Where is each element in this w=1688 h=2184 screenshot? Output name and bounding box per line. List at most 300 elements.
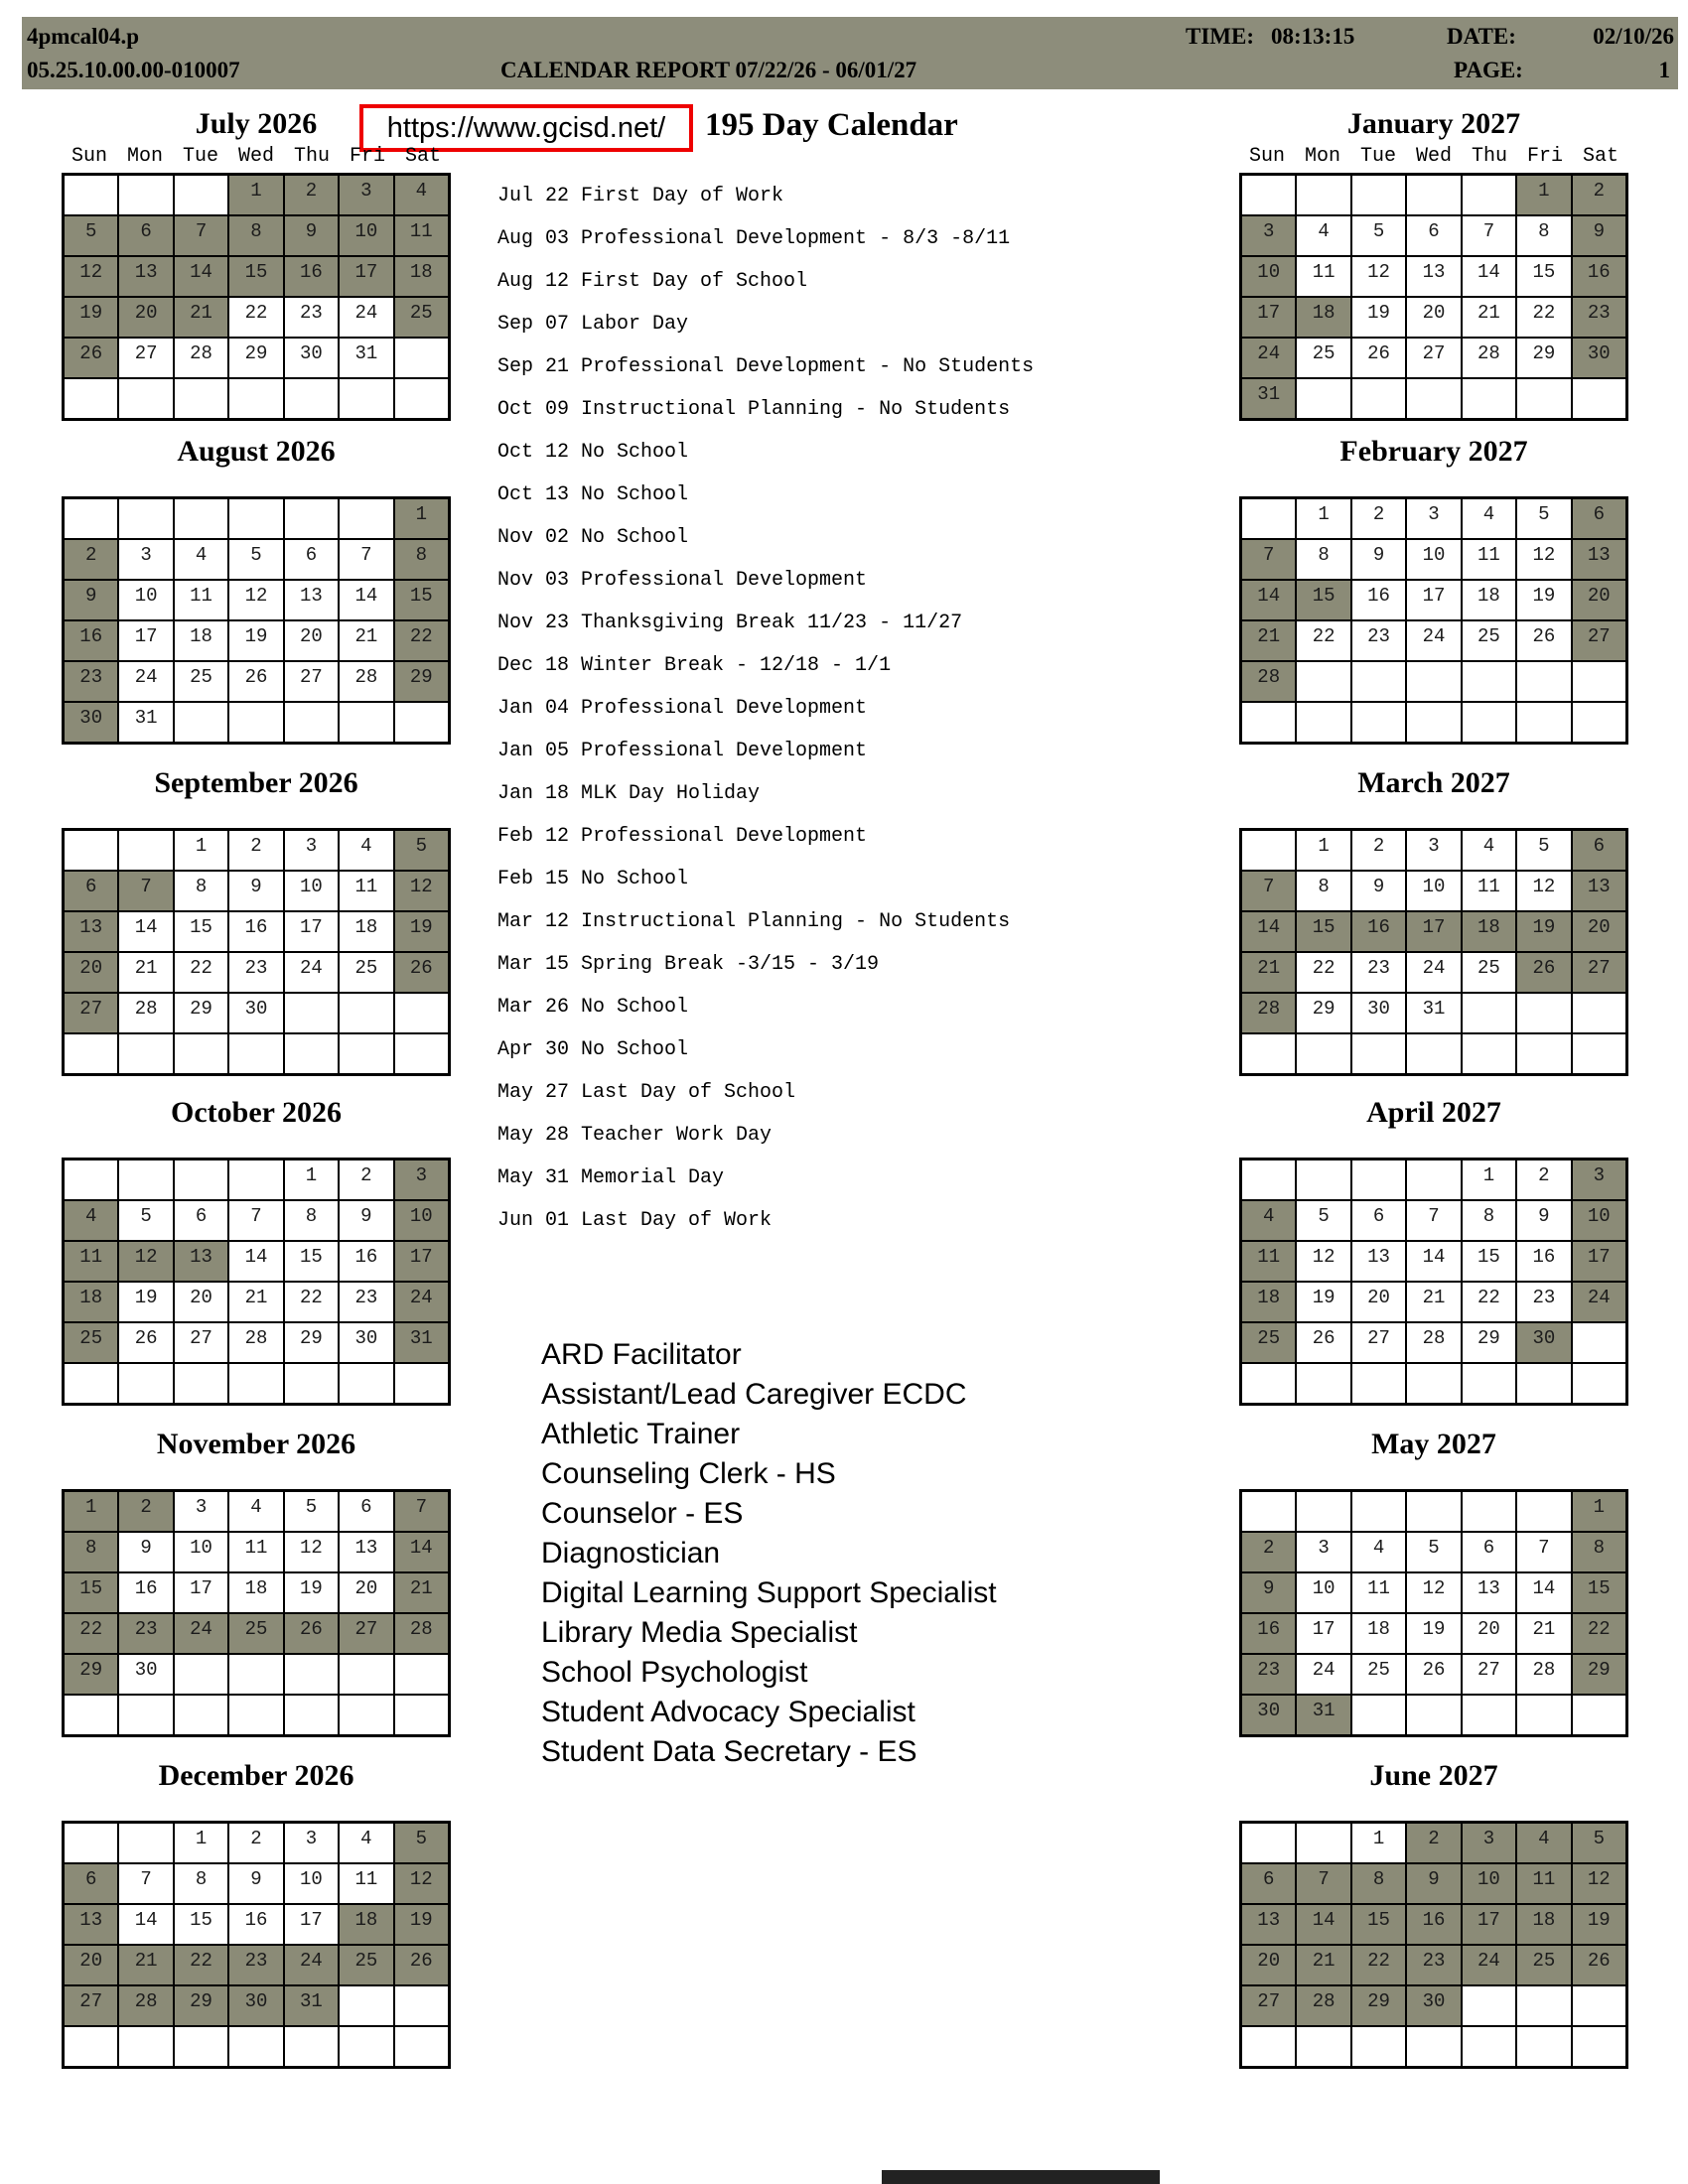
- empty-cell: [339, 1654, 393, 1695]
- empty-cell: [394, 1033, 449, 1074]
- day-cell: 11: [1462, 871, 1516, 911]
- day-cell: 11: [394, 215, 449, 256]
- day-cell: 24: [1462, 1945, 1516, 1985]
- weekday-label: Thu: [293, 145, 330, 168]
- day-cell: 22: [174, 952, 228, 993]
- day-cell: 7: [1516, 1532, 1571, 1572]
- day-cell: 30: [1406, 1985, 1461, 2026]
- month-grid: [1239, 1821, 1628, 2069]
- day-cell: 1: [1462, 1160, 1516, 1200]
- empty-cell: [339, 498, 393, 539]
- day-cell: 26: [1296, 1322, 1350, 1363]
- day-cell: 16: [339, 1241, 393, 1282]
- event-list: [497, 185, 1034, 1252]
- day-cell: 17: [118, 620, 173, 661]
- day-cell: 22: [228, 297, 283, 338]
- day-cell: 4: [1241, 1200, 1296, 1241]
- day-cell: 11: [228, 1532, 283, 1572]
- day-cell: 5: [284, 1491, 339, 1532]
- empty-cell: [339, 378, 393, 419]
- event-line: Apr 30 No School: [497, 1038, 689, 1061]
- empty-cell: [228, 1160, 283, 1200]
- day-cell: 19: [1406, 1613, 1461, 1654]
- day-cell: 24: [1406, 620, 1461, 661]
- day-cell: 16: [118, 1572, 173, 1613]
- day-cell: 16: [1351, 911, 1406, 952]
- empty-cell: [1241, 1033, 1296, 1074]
- empty-cell: [1572, 1033, 1626, 1074]
- empty-cell: [1572, 661, 1626, 702]
- empty-cell: [174, 175, 228, 215]
- weekday-label: Thu: [1471, 145, 1507, 168]
- empty-cell: [1351, 175, 1406, 215]
- day-cell: 30: [64, 702, 118, 743]
- weekday-label: Mon: [1304, 145, 1340, 168]
- empty-cell: [1462, 661, 1516, 702]
- event-line: Nov 23 Thanksgiving Break 11/23 - 11/27: [497, 612, 963, 634]
- job-title: Library Media Specialist: [541, 1616, 858, 1649]
- day-cell: 2: [228, 1823, 283, 1863]
- day-cell: 30: [228, 1985, 283, 2026]
- day-cell: 28: [1241, 993, 1296, 1033]
- day-cell: 5: [64, 215, 118, 256]
- empty-cell: [1351, 2026, 1406, 2067]
- day-cell: 3: [118, 539, 173, 580]
- day-cell: 25: [228, 1613, 283, 1654]
- day-cell: 16: [64, 620, 118, 661]
- weekday-header-row: [62, 145, 451, 173]
- day-cell: 17: [394, 1241, 449, 1282]
- day-cell: 30: [284, 338, 339, 378]
- day-cell: 13: [174, 1241, 228, 1282]
- month-grid: [62, 1489, 451, 1737]
- day-cell: 17: [284, 911, 339, 952]
- day-cell: 7: [1296, 1863, 1350, 1904]
- day-cell: 25: [64, 1322, 118, 1363]
- day-cell: 9: [1351, 539, 1406, 580]
- day-cell: 28: [1296, 1985, 1350, 2026]
- job-title: Digital Learning Support Specialist: [541, 1576, 997, 1609]
- day-cell: 5: [1516, 830, 1571, 871]
- day-cell: 23: [1241, 1654, 1296, 1695]
- day-cell: 14: [1241, 580, 1296, 620]
- empty-cell: [1462, 1491, 1516, 1532]
- day-cell: 1: [228, 175, 283, 215]
- day-cell: 24: [339, 297, 393, 338]
- day-cell: 6: [64, 871, 118, 911]
- day-cell: 26: [1406, 1654, 1461, 1695]
- day-cell: 23: [1406, 1945, 1461, 1985]
- day-cell: 13: [1572, 539, 1626, 580]
- empty-cell: [394, 1695, 449, 1735]
- empty-cell: [118, 498, 173, 539]
- day-cell: 6: [284, 539, 339, 580]
- day-cell: 18: [339, 911, 393, 952]
- day-cell: 27: [64, 993, 118, 1033]
- day-cell: 13: [64, 1904, 118, 1945]
- day-cell: 14: [228, 1241, 283, 1282]
- day-cell: 16: [1241, 1613, 1296, 1654]
- day-cell: 3: [174, 1491, 228, 1532]
- day-cell: 10: [1572, 1200, 1626, 1241]
- day-cell: 21: [1462, 297, 1516, 338]
- day-cell: 8: [1462, 1200, 1516, 1241]
- empty-cell: [118, 1695, 173, 1735]
- day-cell: 15: [394, 580, 449, 620]
- weekday-label: Tue: [182, 145, 218, 168]
- day-cell: 15: [174, 911, 228, 952]
- day-cell: 25: [1351, 1654, 1406, 1695]
- day-cell: 11: [1296, 256, 1350, 297]
- empty-cell: [284, 1363, 339, 1404]
- event-line: Jul 22 First Day of Work: [497, 185, 784, 207]
- month-title: December 2026: [158, 1759, 354, 1792]
- empty-cell: [1351, 661, 1406, 702]
- day-cell: 8: [394, 539, 449, 580]
- day-cell: 12: [228, 580, 283, 620]
- empty-cell: [64, 2026, 118, 2067]
- month-title: September 2026: [154, 766, 358, 799]
- day-cell: 5: [228, 539, 283, 580]
- day-cell: 28: [339, 661, 393, 702]
- day-cell: 21: [1406, 1282, 1461, 1322]
- day-cell: 4: [1351, 1532, 1406, 1572]
- day-cell: 10: [284, 871, 339, 911]
- empty-cell: [1462, 1033, 1516, 1074]
- date-value: 02/10/26: [1593, 24, 1674, 49]
- day-cell: 1: [284, 1160, 339, 1200]
- day-cell: 18: [1462, 580, 1516, 620]
- empty-cell: [64, 1033, 118, 1074]
- day-cell: 4: [394, 175, 449, 215]
- day-cell: 5: [1296, 1200, 1350, 1241]
- event-line: Jun 01 Last Day of Work: [497, 1209, 773, 1232]
- month-grid: [62, 828, 451, 1076]
- day-cell: 31: [284, 1985, 339, 2026]
- empty-cell: [1572, 1695, 1626, 1735]
- day-cell: 29: [174, 993, 228, 1033]
- day-cell: 9: [1572, 215, 1626, 256]
- day-cell: 6: [64, 1863, 118, 1904]
- empty-cell: [1462, 1985, 1516, 2026]
- weekday-label: Mon: [126, 145, 163, 168]
- day-cell: 8: [174, 871, 228, 911]
- empty-cell: [1462, 993, 1516, 1033]
- day-cell: 10: [284, 1863, 339, 1904]
- month-title: November 2026: [156, 1428, 356, 1460]
- day-cell: 15: [228, 256, 283, 297]
- day-cell: 8: [1296, 539, 1350, 580]
- day-cell: 26: [394, 952, 449, 993]
- empty-cell: [1296, 1033, 1350, 1074]
- month-title: July 2026: [195, 107, 318, 140]
- day-cell: 24: [118, 661, 173, 702]
- day-cell: 15: [1516, 256, 1571, 297]
- month-grid: [62, 1821, 451, 2069]
- month-grid: [1239, 1489, 1628, 1737]
- day-cell: 11: [1516, 1863, 1571, 1904]
- day-cell: 10: [1406, 539, 1461, 580]
- month-grid: [1239, 496, 1628, 745]
- day-cell: 2: [339, 1160, 393, 1200]
- day-cell: 7: [339, 539, 393, 580]
- district-url-link[interactable]: https://www.gcisd.net/: [386, 111, 666, 144]
- day-cell: 24: [174, 1613, 228, 1654]
- day-cell: 21: [1296, 1945, 1350, 1985]
- empty-cell: [1406, 2026, 1461, 2067]
- day-cell: 21: [394, 1572, 449, 1613]
- empty-cell: [394, 1654, 449, 1695]
- empty-cell: [1572, 702, 1626, 743]
- day-cell: 12: [1296, 1241, 1350, 1282]
- day-cell: 4: [174, 539, 228, 580]
- day-cell: 18: [1462, 911, 1516, 952]
- weekday-label: Fri: [1526, 145, 1563, 168]
- day-cell: 19: [394, 911, 449, 952]
- event-line: Jan 05 Professional Development: [497, 740, 868, 762]
- month-grid: [62, 496, 451, 745]
- day-cell: 8: [228, 215, 283, 256]
- day-cell: 6: [118, 215, 173, 256]
- day-cell: 12: [1406, 1572, 1461, 1613]
- empty-cell: [1351, 1491, 1406, 1532]
- day-cell: 12: [394, 871, 449, 911]
- empty-cell: [339, 1363, 393, 1404]
- empty-cell: [174, 1654, 228, 1695]
- day-cell: 28: [1406, 1322, 1461, 1363]
- day-cell: 14: [174, 256, 228, 297]
- day-cell: 16: [1516, 1241, 1571, 1282]
- weekday-label: Wed: [237, 145, 274, 168]
- empty-cell: [1462, 1695, 1516, 1735]
- day-cell: 5: [394, 1823, 449, 1863]
- day-cell: 23: [1351, 952, 1406, 993]
- empty-cell: [1406, 702, 1461, 743]
- month-grid: [62, 1158, 451, 1406]
- empty-cell: [1241, 702, 1296, 743]
- day-cell: 22: [284, 1282, 339, 1322]
- day-cell: 3: [1406, 830, 1461, 871]
- day-cell: 17: [174, 1572, 228, 1613]
- event-line: Nov 03 Professional Development: [497, 569, 868, 592]
- day-cell: 29: [174, 1985, 228, 2026]
- empty-cell: [64, 1363, 118, 1404]
- day-cell: 2: [1572, 175, 1626, 215]
- day-cell: 5: [1351, 215, 1406, 256]
- month-calendar: [1239, 435, 1628, 745]
- month-grid: [1239, 1158, 1628, 1406]
- day-cell: 29: [1351, 1985, 1406, 2026]
- day-cell: 26: [118, 1322, 173, 1363]
- day-cell: 31: [1296, 1695, 1350, 1735]
- day-cell: 6: [1241, 1863, 1296, 1904]
- day-cell: 21: [1241, 620, 1296, 661]
- day-cell: 25: [1296, 338, 1350, 378]
- day-cell: 26: [1516, 620, 1571, 661]
- day-cell: 16: [1406, 1904, 1461, 1945]
- event-line: Mar 26 No School: [497, 996, 689, 1019]
- empty-cell: [339, 1695, 393, 1735]
- day-cell: 27: [174, 1322, 228, 1363]
- day-cell: 1: [1351, 1823, 1406, 1863]
- day-cell: 13: [1351, 1241, 1406, 1282]
- empty-cell: [284, 993, 339, 1033]
- empty-cell: [1296, 702, 1350, 743]
- weekday-label: Sat: [1582, 145, 1618, 168]
- weekday-label: Fri: [349, 145, 385, 168]
- month-title: March 2027: [1357, 766, 1510, 799]
- event-line: Feb 15 No School: [497, 868, 689, 890]
- event-line: Aug 12 First Day of School: [497, 270, 808, 293]
- event-line: Sep 07 Labor Day: [497, 313, 689, 336]
- day-cell: 1: [174, 1823, 228, 1863]
- event-line: Mar 15 Spring Break -3/15 - 3/19: [497, 953, 880, 976]
- day-cell: 22: [1462, 1282, 1516, 1322]
- day-cell: 18: [1296, 297, 1350, 338]
- day-cell: 21: [1516, 1613, 1571, 1654]
- event-line: Feb 12 Professional Development: [497, 825, 868, 848]
- day-cell: 23: [228, 952, 283, 993]
- day-cell: 6: [339, 1491, 393, 1532]
- month-title: February 2027: [1339, 435, 1528, 468]
- day-cell: 20: [1572, 580, 1626, 620]
- month-calendar: [62, 435, 451, 745]
- day-cell: 17: [1572, 1241, 1626, 1282]
- month-title: October 2026: [171, 1096, 342, 1129]
- empty-cell: [174, 1160, 228, 1200]
- day-cell: 3: [1462, 1823, 1516, 1863]
- day-cell: 31: [1406, 993, 1461, 1033]
- event-line: Oct 09 Instructional Planning - No Students: [497, 398, 1011, 421]
- day-cell: 18: [1351, 1613, 1406, 1654]
- day-cell: 20: [284, 620, 339, 661]
- day-cell: 29: [284, 1322, 339, 1363]
- day-cell: 19: [228, 620, 283, 661]
- day-cell: 30: [1351, 993, 1406, 1033]
- empty-cell: [394, 1985, 449, 2026]
- day-cell: 24: [1241, 338, 1296, 378]
- empty-cell: [1516, 993, 1571, 1033]
- day-cell: 19: [1572, 1904, 1626, 1945]
- day-cell: 30: [118, 1654, 173, 1695]
- day-cell: 16: [1351, 580, 1406, 620]
- day-cell: 22: [1572, 1613, 1626, 1654]
- day-cell: 9: [1351, 871, 1406, 911]
- day-cell: 23: [118, 1613, 173, 1654]
- day-cell: 25: [394, 297, 449, 338]
- day-cell: 15: [1462, 1241, 1516, 1282]
- day-cell: 10: [1241, 256, 1296, 297]
- day-cell: 6: [1572, 498, 1626, 539]
- day-cell: 30: [1516, 1322, 1571, 1363]
- day-cell: 29: [228, 338, 283, 378]
- day-cell: 9: [284, 215, 339, 256]
- day-cell: 7: [1241, 539, 1296, 580]
- empty-cell: [1351, 1160, 1406, 1200]
- day-cell: 31: [1241, 378, 1296, 419]
- empty-cell: [1516, 378, 1571, 419]
- time-value: 08:13:15: [1271, 24, 1355, 49]
- day-cell: 28: [1516, 1654, 1571, 1695]
- day-cell: 16: [228, 1904, 283, 1945]
- empty-cell: [174, 498, 228, 539]
- day-cell: 3: [1406, 498, 1461, 539]
- empty-cell: [284, 378, 339, 419]
- empty-cell: [1296, 1491, 1350, 1532]
- day-cell: 18: [394, 256, 449, 297]
- day-cell: 23: [339, 1282, 393, 1322]
- day-cell: 25: [1462, 620, 1516, 661]
- day-cell: 13: [1241, 1904, 1296, 1945]
- day-cell: 9: [228, 1863, 283, 1904]
- empty-cell: [1406, 1491, 1461, 1532]
- day-cell: 1: [64, 1491, 118, 1532]
- empty-cell: [284, 1654, 339, 1695]
- day-cell: 4: [1462, 830, 1516, 871]
- day-cell: 3: [1241, 215, 1296, 256]
- day-cell: 21: [118, 952, 173, 993]
- day-cell: 18: [174, 620, 228, 661]
- day-cell: 11: [1241, 1241, 1296, 1282]
- day-cell: 30: [339, 1322, 393, 1363]
- empty-cell: [228, 1363, 283, 1404]
- day-cell: 26: [1516, 952, 1571, 993]
- day-cell: 17: [1462, 1904, 1516, 1945]
- day-cell: 7: [228, 1200, 283, 1241]
- day-cell: 4: [1462, 498, 1516, 539]
- day-cell: 13: [64, 911, 118, 952]
- empty-cell: [1406, 1363, 1461, 1404]
- day-cell: 27: [1572, 620, 1626, 661]
- day-cell: 12: [118, 1241, 173, 1282]
- empty-cell: [118, 378, 173, 419]
- month-calendar: [62, 1428, 451, 1737]
- day-cell: 10: [174, 1532, 228, 1572]
- day-cell: 25: [339, 1945, 393, 1985]
- day-cell: 21: [228, 1282, 283, 1322]
- empty-cell: [1406, 1695, 1461, 1735]
- empty-cell: [1351, 1363, 1406, 1404]
- day-cell: 7: [1462, 215, 1516, 256]
- page-number: 1: [1658, 58, 1670, 82]
- day-cell: 17: [1406, 911, 1461, 952]
- day-cell: 1: [1296, 830, 1350, 871]
- day-cell: 12: [284, 1532, 339, 1572]
- empty-cell: [284, 702, 339, 743]
- day-cell: 4: [339, 1823, 393, 1863]
- empty-cell: [284, 1033, 339, 1074]
- empty-cell: [1241, 2026, 1296, 2067]
- empty-cell: [339, 1985, 393, 2026]
- day-cell: 16: [228, 911, 283, 952]
- day-cell: 12: [1516, 539, 1571, 580]
- report-id: 05.25.10.00.00-010007: [27, 58, 240, 82]
- day-cell: 26: [284, 1613, 339, 1654]
- day-cell: 17: [284, 1904, 339, 1945]
- event-line: Jan 18 MLK Day Holiday: [497, 782, 761, 805]
- job-title: Student Data Secretary - ES: [541, 1735, 917, 1768]
- day-cell: 12: [64, 256, 118, 297]
- day-cell: 19: [118, 1282, 173, 1322]
- event-line: Sep 21 Professional Development - No Students: [497, 355, 1035, 378]
- day-cell: 11: [174, 580, 228, 620]
- empty-cell: [339, 1033, 393, 1074]
- empty-cell: [1572, 378, 1626, 419]
- empty-cell: [284, 1695, 339, 1735]
- day-cell: 7: [394, 1491, 449, 1532]
- job-title: ARD Facilitator: [541, 1338, 742, 1371]
- empty-cell: [64, 1695, 118, 1735]
